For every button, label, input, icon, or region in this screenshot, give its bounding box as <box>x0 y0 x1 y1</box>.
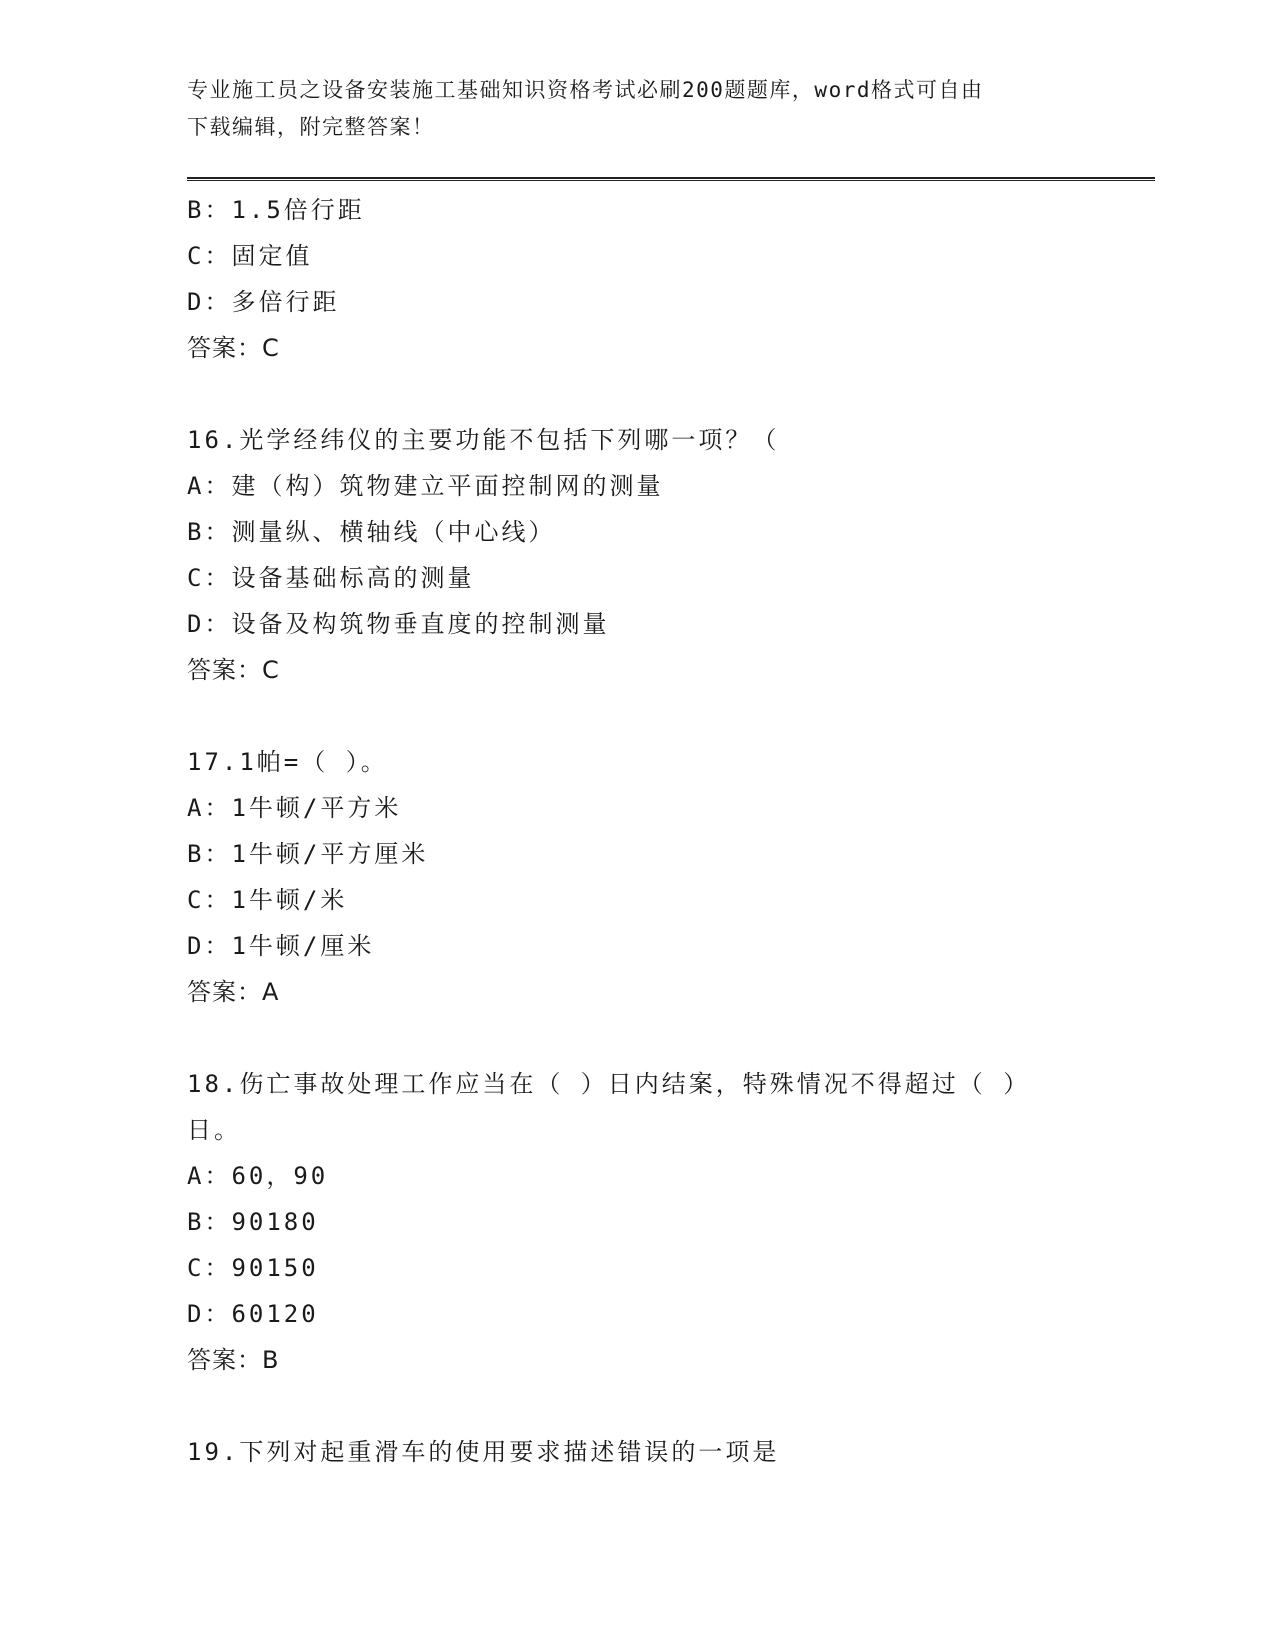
question-gap <box>187 693 1087 739</box>
header-line-1: 专业施工员之设备安装施工基础知识资格考试必刷200题题库，word格式可自由 <box>187 78 984 102</box>
option-a: A：1牛顿/平方米 <box>187 794 402 822</box>
question-list <box>187 187 1087 1475</box>
option-b: B：1牛顿/平方厘米 <box>187 840 429 868</box>
option-a: A：60，90 <box>187 1162 329 1190</box>
header-divider <box>187 177 1155 181</box>
option-c: C：1牛顿/米 <box>187 886 348 914</box>
option-a: A：建（构）筑物建立平面控制网的测量 <box>187 472 664 500</box>
option-b: B：1.5倍行距 <box>187 196 365 224</box>
question-gap <box>187 371 1087 417</box>
question-stem: 19.下列对起重滑车的使用要求描述错误的一项是 <box>187 1438 780 1466</box>
option-b: B：测量纵、横轴线（中心线） <box>187 518 556 546</box>
question-16 <box>187 417 1087 693</box>
question-stem: 17.1帕=（ ）。 <box>187 748 388 776</box>
question-stem: 16.光学经纬仪的主要功能不包括下列哪一项？（ <box>187 426 780 454</box>
question-stem-line-2: 日。 <box>187 1116 241 1144</box>
option-b: B：90180 <box>187 1208 319 1236</box>
answer: 答案：B <box>187 1346 280 1374</box>
question-15-tail <box>187 187 1087 371</box>
question-stem-line-1: 18.伤亡事故处理工作应当在（ ）日内结案，特殊情况不得超过（ ） <box>187 1070 1031 1098</box>
option-c: C：设备基础标高的测量 <box>187 564 475 592</box>
answer: 答案：C <box>187 656 280 684</box>
option-c: C：固定值 <box>187 242 313 270</box>
question-19 <box>187 1429 1087 1475</box>
document-header <box>187 72 1067 146</box>
header-line-2: 下载编辑，附完整答案！ <box>187 115 435 139</box>
option-d: D：设备及构筑物垂直度的控制测量 <box>187 610 610 638</box>
option-c: C：90150 <box>187 1254 319 1282</box>
question-18 <box>187 1061 1087 1383</box>
question-gap <box>187 1015 1087 1061</box>
question-gap <box>187 1383 1087 1429</box>
answer: 答案：A <box>187 978 280 1006</box>
answer: 答案：C <box>187 334 280 362</box>
option-d: D：60120 <box>187 1300 319 1328</box>
question-17 <box>187 739 1087 1015</box>
option-d: D：1牛顿/厘米 <box>187 932 375 960</box>
option-d: D：多倍行距 <box>187 288 340 316</box>
